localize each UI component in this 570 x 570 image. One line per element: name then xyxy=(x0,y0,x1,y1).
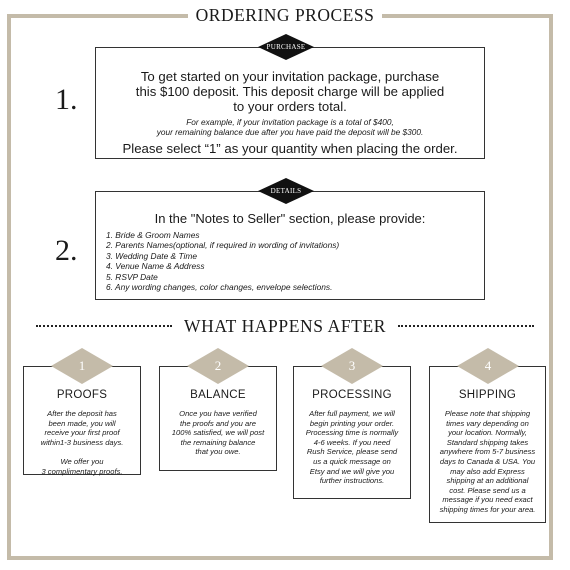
details-item-2: 2. Parents Names(optional, if required in wording of invitations) xyxy=(106,240,340,251)
details-item-6: 6. Any wording changes, color changes, envelope selections. xyxy=(106,282,333,293)
page-title: ORDERING PROCESS xyxy=(188,2,382,28)
details-tag-label: DETAILS xyxy=(270,187,302,195)
step-text-balance: Once you have verified the proofs and you are 100% satisfied, we will post the remaining balance that you owe. xyxy=(171,409,265,457)
step-title-balance: BALANCE xyxy=(190,389,246,401)
details-tag xyxy=(258,178,314,204)
step-text-proofs: After the deposit has been made, you will receive your first proof within1-3 business days. We offer you 3 complimentary proofs. xyxy=(40,409,124,476)
purchase-box xyxy=(95,47,485,159)
what-happens-divider xyxy=(36,314,534,338)
step-title-shipping: SHIPPING xyxy=(458,389,517,401)
step-badge-1 xyxy=(51,348,113,384)
step-card-shipping xyxy=(429,366,546,523)
step-badge-4 xyxy=(457,348,519,384)
what-happens-after-title: WHAT HAPPENS AFTER xyxy=(183,316,387,336)
purchase-line-2: this $100 deposit. This deposit charge will be applied xyxy=(135,84,445,99)
step-badge-1-number: 1 xyxy=(78,358,86,373)
purchase-example-2: your remaining balance due after you have paid the deposit will be $300. xyxy=(156,127,424,137)
step-title-processing: PROCESSING xyxy=(312,389,392,401)
step-badge-4-number: 4 xyxy=(484,358,492,373)
details-item-1: 1. Bride & Groom Names xyxy=(106,230,200,240)
details-item-5: 5. RSVP Date xyxy=(106,271,158,282)
purchase-tag xyxy=(258,34,314,60)
details-item-4: 4. Venue Name & Address xyxy=(106,261,205,272)
step-badge-2-number: 2 xyxy=(214,358,222,373)
step-card-processing xyxy=(293,366,411,499)
details-item-3: 3. Wedding Date & Time xyxy=(106,250,198,261)
dotted-line-right xyxy=(398,325,534,327)
purchase-line-3: to your orders total. xyxy=(233,99,347,114)
step-text-processing: After full payment, we will begin printing your order. Processing time is normally 4-6 weeks. If you need Rush Service, please send us a quick message on Etsy and we will give you further instructions. xyxy=(305,409,399,486)
purchase-tag-label: PURCHASE xyxy=(266,43,306,51)
step-number-2: 2. xyxy=(55,234,78,267)
step-title-proofs: PROOFS xyxy=(56,389,108,401)
details-list xyxy=(106,230,339,292)
dotted-line-left xyxy=(36,325,172,327)
purchase-line-1: To get started on your invitation package, purchase xyxy=(140,69,440,84)
step-number-1: 1. xyxy=(55,83,78,116)
step-badge-3 xyxy=(321,348,383,384)
purchase-quantity-note: Please select “1” as your quantity when placing the order. xyxy=(122,141,458,156)
step-badge-3-number: 3 xyxy=(348,358,356,373)
details-heading: In the "Notes to Seller" section, please provide: xyxy=(154,211,426,226)
details-box xyxy=(95,191,485,300)
step-badge-2 xyxy=(187,348,249,384)
step-text-shipping: Please note that shipping times vary depending on your location. Normally, Standard shipping takes anywhere from 5-7 business days to Canada & USA. You may also add Express shipping at an additional cost. Please send us a message if you need exact shipping times for your area. xyxy=(439,409,536,514)
purchase-example-1: For example, if your invitation package is a total of $400, xyxy=(186,117,394,127)
